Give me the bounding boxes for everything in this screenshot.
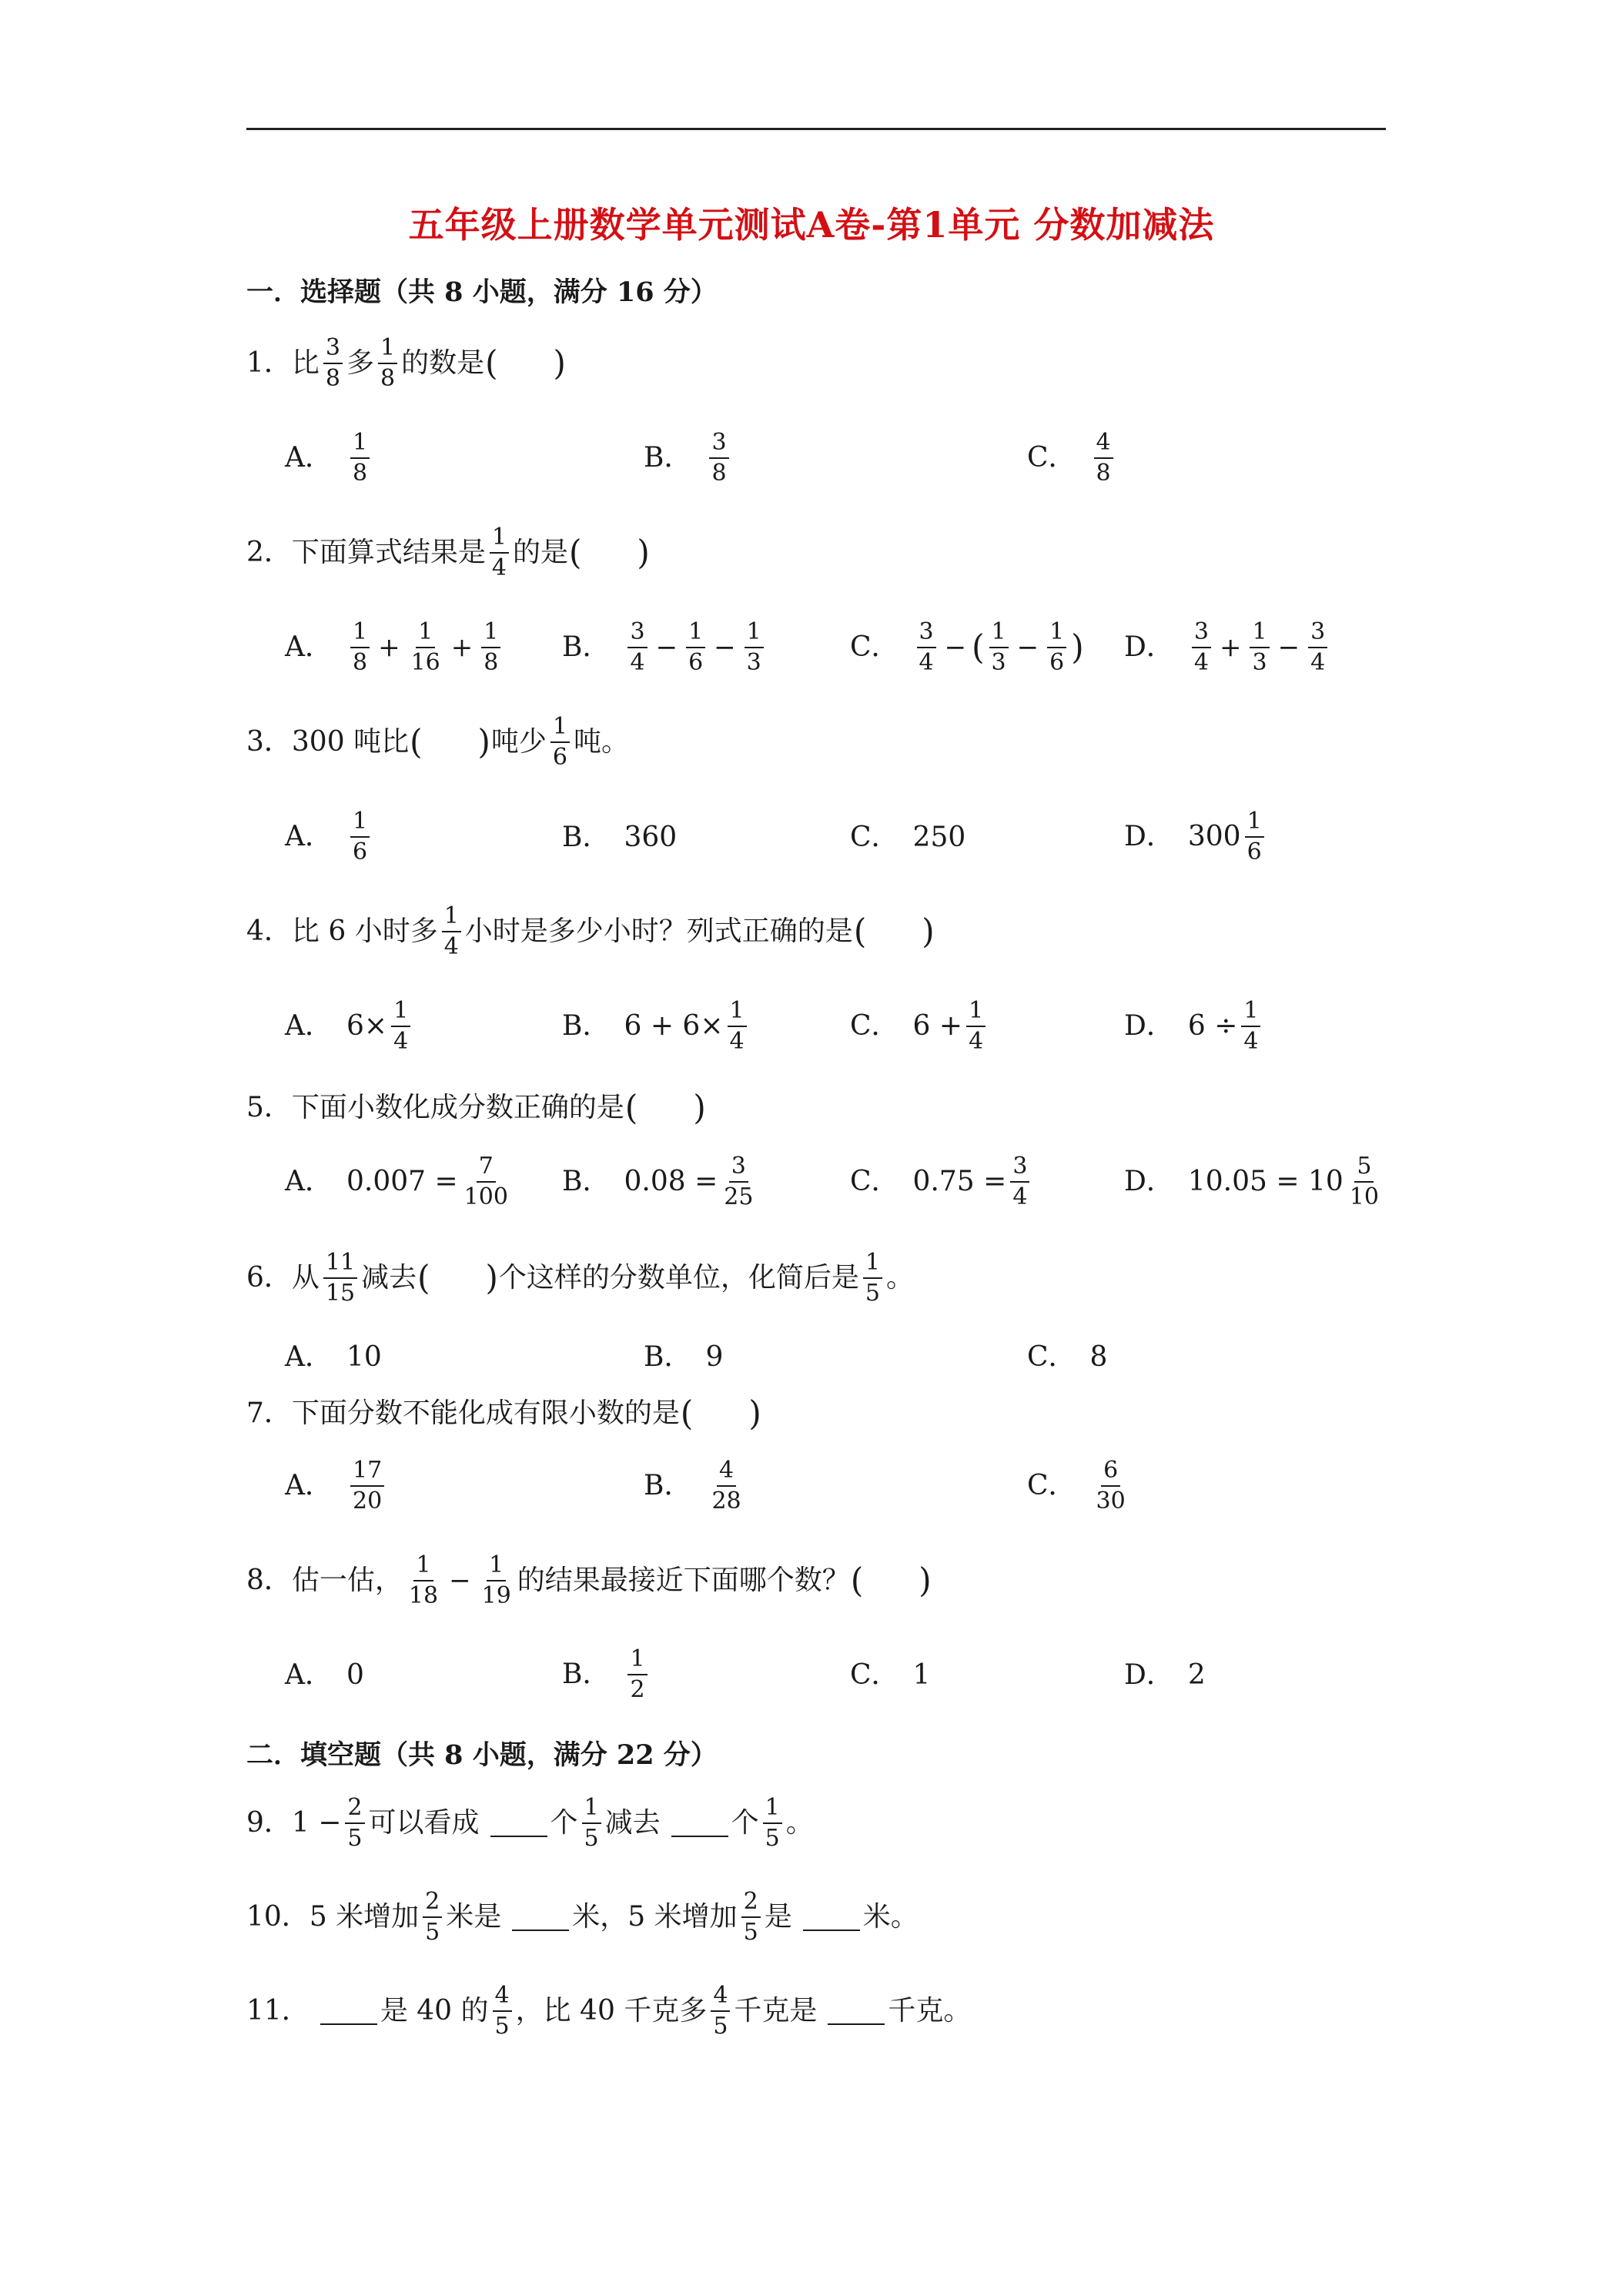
fraction: $\frac{1}{4}$ bbox=[490, 526, 509, 580]
question-text: 是 40 的 bbox=[380, 1995, 489, 2027]
question-text: 下面分数不能化成有限小数的是 bbox=[291, 1397, 680, 1429]
paren: ( bbox=[624, 1087, 638, 1128]
question-1 bbox=[246, 336, 567, 390]
question-9: 9． 1 − $\frac{2}{5}$ 可以看成 个 $\frac{1}{5}$ 减去 个 $\frac{1}{5}$ 。 bbox=[246, 1794, 814, 1852]
option-a[interactable]: A． 0 bbox=[285, 1659, 364, 1691]
option-b[interactable]: B． 6 + 6× $\frac{1}{4}$ bbox=[562, 999, 751, 1053]
question-text: 个 bbox=[550, 1807, 578, 1839]
question-text: 下面算式结果是 bbox=[291, 537, 486, 568]
paren: ( bbox=[410, 721, 423, 762]
question-number: 4． bbox=[246, 915, 292, 947]
option-c[interactable]: C． 6 + $\frac{1}{4}$ bbox=[850, 999, 989, 1053]
option-d[interactable]: D． 10.05 = 10 $\frac{5}{10}$ bbox=[1124, 1153, 1379, 1210]
question-11: 11． 是 40 的 $\frac{4}{5}$ ，比 40 千克多 $\frac{4}{5}$ 千克是 千克。 bbox=[246, 1982, 972, 2040]
question-10: 10． 5 米增加 $\frac{2}{5}$ 米是 米，5 米增加 $\frac{2}{5}$ 是 米。 bbox=[246, 1888, 919, 1946]
question-text: 5 米增加 bbox=[309, 1901, 420, 1933]
question-text: 的是 bbox=[513, 537, 569, 568]
question-text: 。 bbox=[886, 1262, 915, 1294]
paren: ( bbox=[485, 343, 498, 383]
option-c[interactable]: C． 8 bbox=[1027, 1341, 1108, 1373]
question-text: 减去 bbox=[604, 1807, 661, 1839]
question-text: 千克是 bbox=[734, 1995, 818, 2027]
question-number: 11． bbox=[246, 1995, 310, 2027]
option-c[interactable]: C． $\frac{6}{30}$ bbox=[1027, 1457, 1126, 1514]
option-a[interactable]: A． 6× $\frac{1}{4}$ bbox=[285, 999, 414, 1053]
option-d[interactable]: D． 6 ÷ $\frac{1}{4}$ bbox=[1124, 999, 1264, 1053]
question-text: ，比 40 千克多 bbox=[515, 1995, 708, 2027]
option-b[interactable]: B． $\frac{3}{8}$ bbox=[644, 431, 733, 485]
paren: ( bbox=[569, 532, 582, 573]
question-text: 减去 bbox=[361, 1262, 417, 1294]
question-text: 小时是多少小时？列式正确的是 bbox=[464, 915, 853, 947]
question-5 bbox=[246, 1087, 707, 1128]
question-text: 个 bbox=[731, 1807, 759, 1839]
question-number: 1． bbox=[246, 347, 292, 379]
question-number: 5． bbox=[246, 1092, 292, 1123]
section-heading-choice: 一．选择题（共 8 小题，满分 16 分） bbox=[246, 276, 718, 308]
option-d[interactable]: D． $\frac{3}{4}$ + $\frac{1}{3}$ − $\frac{3}{4}$ bbox=[1124, 621, 1331, 674]
fraction: $\frac{4}{8}$ bbox=[1094, 431, 1113, 485]
paren: ) bbox=[922, 911, 935, 952]
option-a[interactable]: A． $\frac{1}{8}$ + $\frac{1}{16}$ + $\frac{1}{8}$ bbox=[285, 621, 504, 674]
option-b[interactable]: B． $\frac{1}{2}$ bbox=[562, 1648, 651, 1702]
question-number: 8． bbox=[246, 1565, 292, 1596]
fill-blank[interactable] bbox=[490, 1809, 547, 1837]
question-number: 10． bbox=[246, 1901, 310, 1933]
fraction: $\frac{1}{8}$ bbox=[378, 336, 397, 390]
fraction: $\frac{11}{15}$ bbox=[323, 1251, 357, 1305]
section-heading-fill: 二．填空题（共 8 小题，满分 22 分） bbox=[246, 1739, 718, 1771]
question-number: 7． bbox=[246, 1397, 292, 1429]
option-c[interactable]: C． 0.75 = $\frac{3}{4}$ bbox=[850, 1155, 1033, 1209]
question-8: 8． 估一估， $\frac{1}{18}$ − $\frac{1}{19}$ 的结果最接近下面哪个数？ ( ) bbox=[246, 1551, 932, 1609]
question-text: 是 bbox=[764, 1901, 792, 1933]
paren: ) bbox=[553, 343, 566, 383]
question-3 bbox=[246, 715, 629, 769]
fraction: $\frac{1}{8}$ bbox=[350, 431, 370, 485]
fill-blank[interactable] bbox=[671, 1809, 728, 1837]
fraction: $\frac{3}{8}$ bbox=[323, 336, 343, 390]
paren: ) bbox=[637, 532, 650, 573]
question-4 bbox=[246, 902, 935, 960]
option-b[interactable]: B． 9 bbox=[644, 1341, 724, 1373]
question-text: 下面小数化成分数正确的是 bbox=[291, 1092, 624, 1123]
paren: ( bbox=[853, 911, 867, 952]
paren: ) bbox=[919, 1560, 932, 1601]
option-c[interactable]: C． $\frac{3}{4}$ − ( $\frac{1}{3}$ − $\frac{1}{6}$ ) bbox=[850, 618, 1084, 676]
question-text: 。 bbox=[785, 1807, 814, 1839]
question-text: 可以看成 bbox=[368, 1807, 480, 1839]
question-6 bbox=[246, 1251, 914, 1305]
paren: ( bbox=[417, 1257, 430, 1298]
question-number: 9． bbox=[246, 1807, 292, 1839]
fraction: $\frac{3}{8}$ bbox=[709, 431, 728, 485]
paren: ( bbox=[850, 1560, 864, 1601]
option-a[interactable]: A． 0.007 = $\frac{7}{100}$ bbox=[285, 1153, 508, 1210]
fill-blank[interactable] bbox=[512, 1903, 569, 1931]
question-2 bbox=[246, 526, 651, 580]
question-text: 米。 bbox=[862, 1901, 919, 1933]
fraction: $\frac{1}{6}$ bbox=[550, 715, 570, 769]
option-c[interactable]: C． $\frac{4}{8}$ bbox=[1027, 431, 1117, 485]
question-text: 吨。 bbox=[573, 726, 629, 758]
option-b[interactable]: B． 360 bbox=[562, 822, 678, 853]
option-d[interactable]: D． 300 $\frac{1}{6}$ bbox=[1124, 810, 1268, 864]
question-text: 的数是 bbox=[401, 347, 485, 379]
option-b[interactable]: B． $\frac{4}{28}$ bbox=[644, 1457, 741, 1514]
paren: ) bbox=[693, 1087, 706, 1128]
question-text: 多 bbox=[346, 347, 375, 379]
option-b[interactable]: B． 0.08 = $\frac{3}{25}$ bbox=[562, 1153, 754, 1210]
question-text: 个这样的分数单位，化简后是 bbox=[498, 1262, 859, 1294]
paren: ) bbox=[748, 1393, 761, 1434]
question-text: 300 吨比 bbox=[291, 726, 410, 758]
question-text: 的结果最接近下面哪个数？ bbox=[517, 1565, 850, 1596]
option-a[interactable]: A． $\frac{17}{20}$ bbox=[285, 1459, 388, 1513]
paren: ( bbox=[680, 1393, 694, 1434]
fill-blank[interactable] bbox=[828, 1997, 885, 2025]
header-rule bbox=[246, 128, 1386, 130]
fraction: $\frac{1}{5}$ bbox=[863, 1251, 882, 1305]
question-text: 1 − bbox=[291, 1807, 342, 1839]
option-a[interactable]: A． 10 bbox=[285, 1341, 382, 1373]
question-number: 6． bbox=[246, 1262, 292, 1294]
question-text: 千克。 bbox=[888, 1995, 972, 2027]
fill-blank[interactable] bbox=[320, 1997, 377, 2025]
question-text: 比 bbox=[291, 347, 320, 379]
fraction: $\frac{1}{4}$ bbox=[442, 905, 461, 959]
question-7 bbox=[246, 1393, 762, 1434]
question-number: 3． bbox=[246, 726, 292, 758]
question-text: 从 bbox=[291, 1262, 320, 1294]
paren: ) bbox=[477, 721, 490, 762]
question-text: 吨少 bbox=[490, 726, 547, 758]
option-d[interactable]: D． 2 bbox=[1124, 1659, 1206, 1691]
question-text: 比 6 小时多 bbox=[291, 915, 438, 947]
fill-blank[interactable] bbox=[803, 1903, 860, 1931]
option-b[interactable]: B． $\frac{3}{4}$ − $\frac{1}{6}$ − $\frac{1}{3}$ bbox=[562, 621, 768, 674]
document-title: 五年级上册数学单元测试A卷-第1单元 分数加减法 bbox=[408, 204, 1215, 246]
question-number: 2． bbox=[246, 537, 292, 568]
question-text: 估一估， bbox=[291, 1565, 403, 1596]
question-text: 米，5 米增加 bbox=[572, 1901, 738, 1933]
option-c[interactable]: C． 1 bbox=[850, 1659, 931, 1691]
option-a[interactable]: A． $\frac{1}{8}$ bbox=[285, 431, 373, 485]
option-c[interactable]: C． 250 bbox=[850, 822, 966, 853]
question-text: 米是 bbox=[446, 1901, 502, 1933]
option-a[interactable]: A． $\frac{1}{6}$ bbox=[285, 810, 373, 864]
paren: ) bbox=[485, 1257, 498, 1298]
